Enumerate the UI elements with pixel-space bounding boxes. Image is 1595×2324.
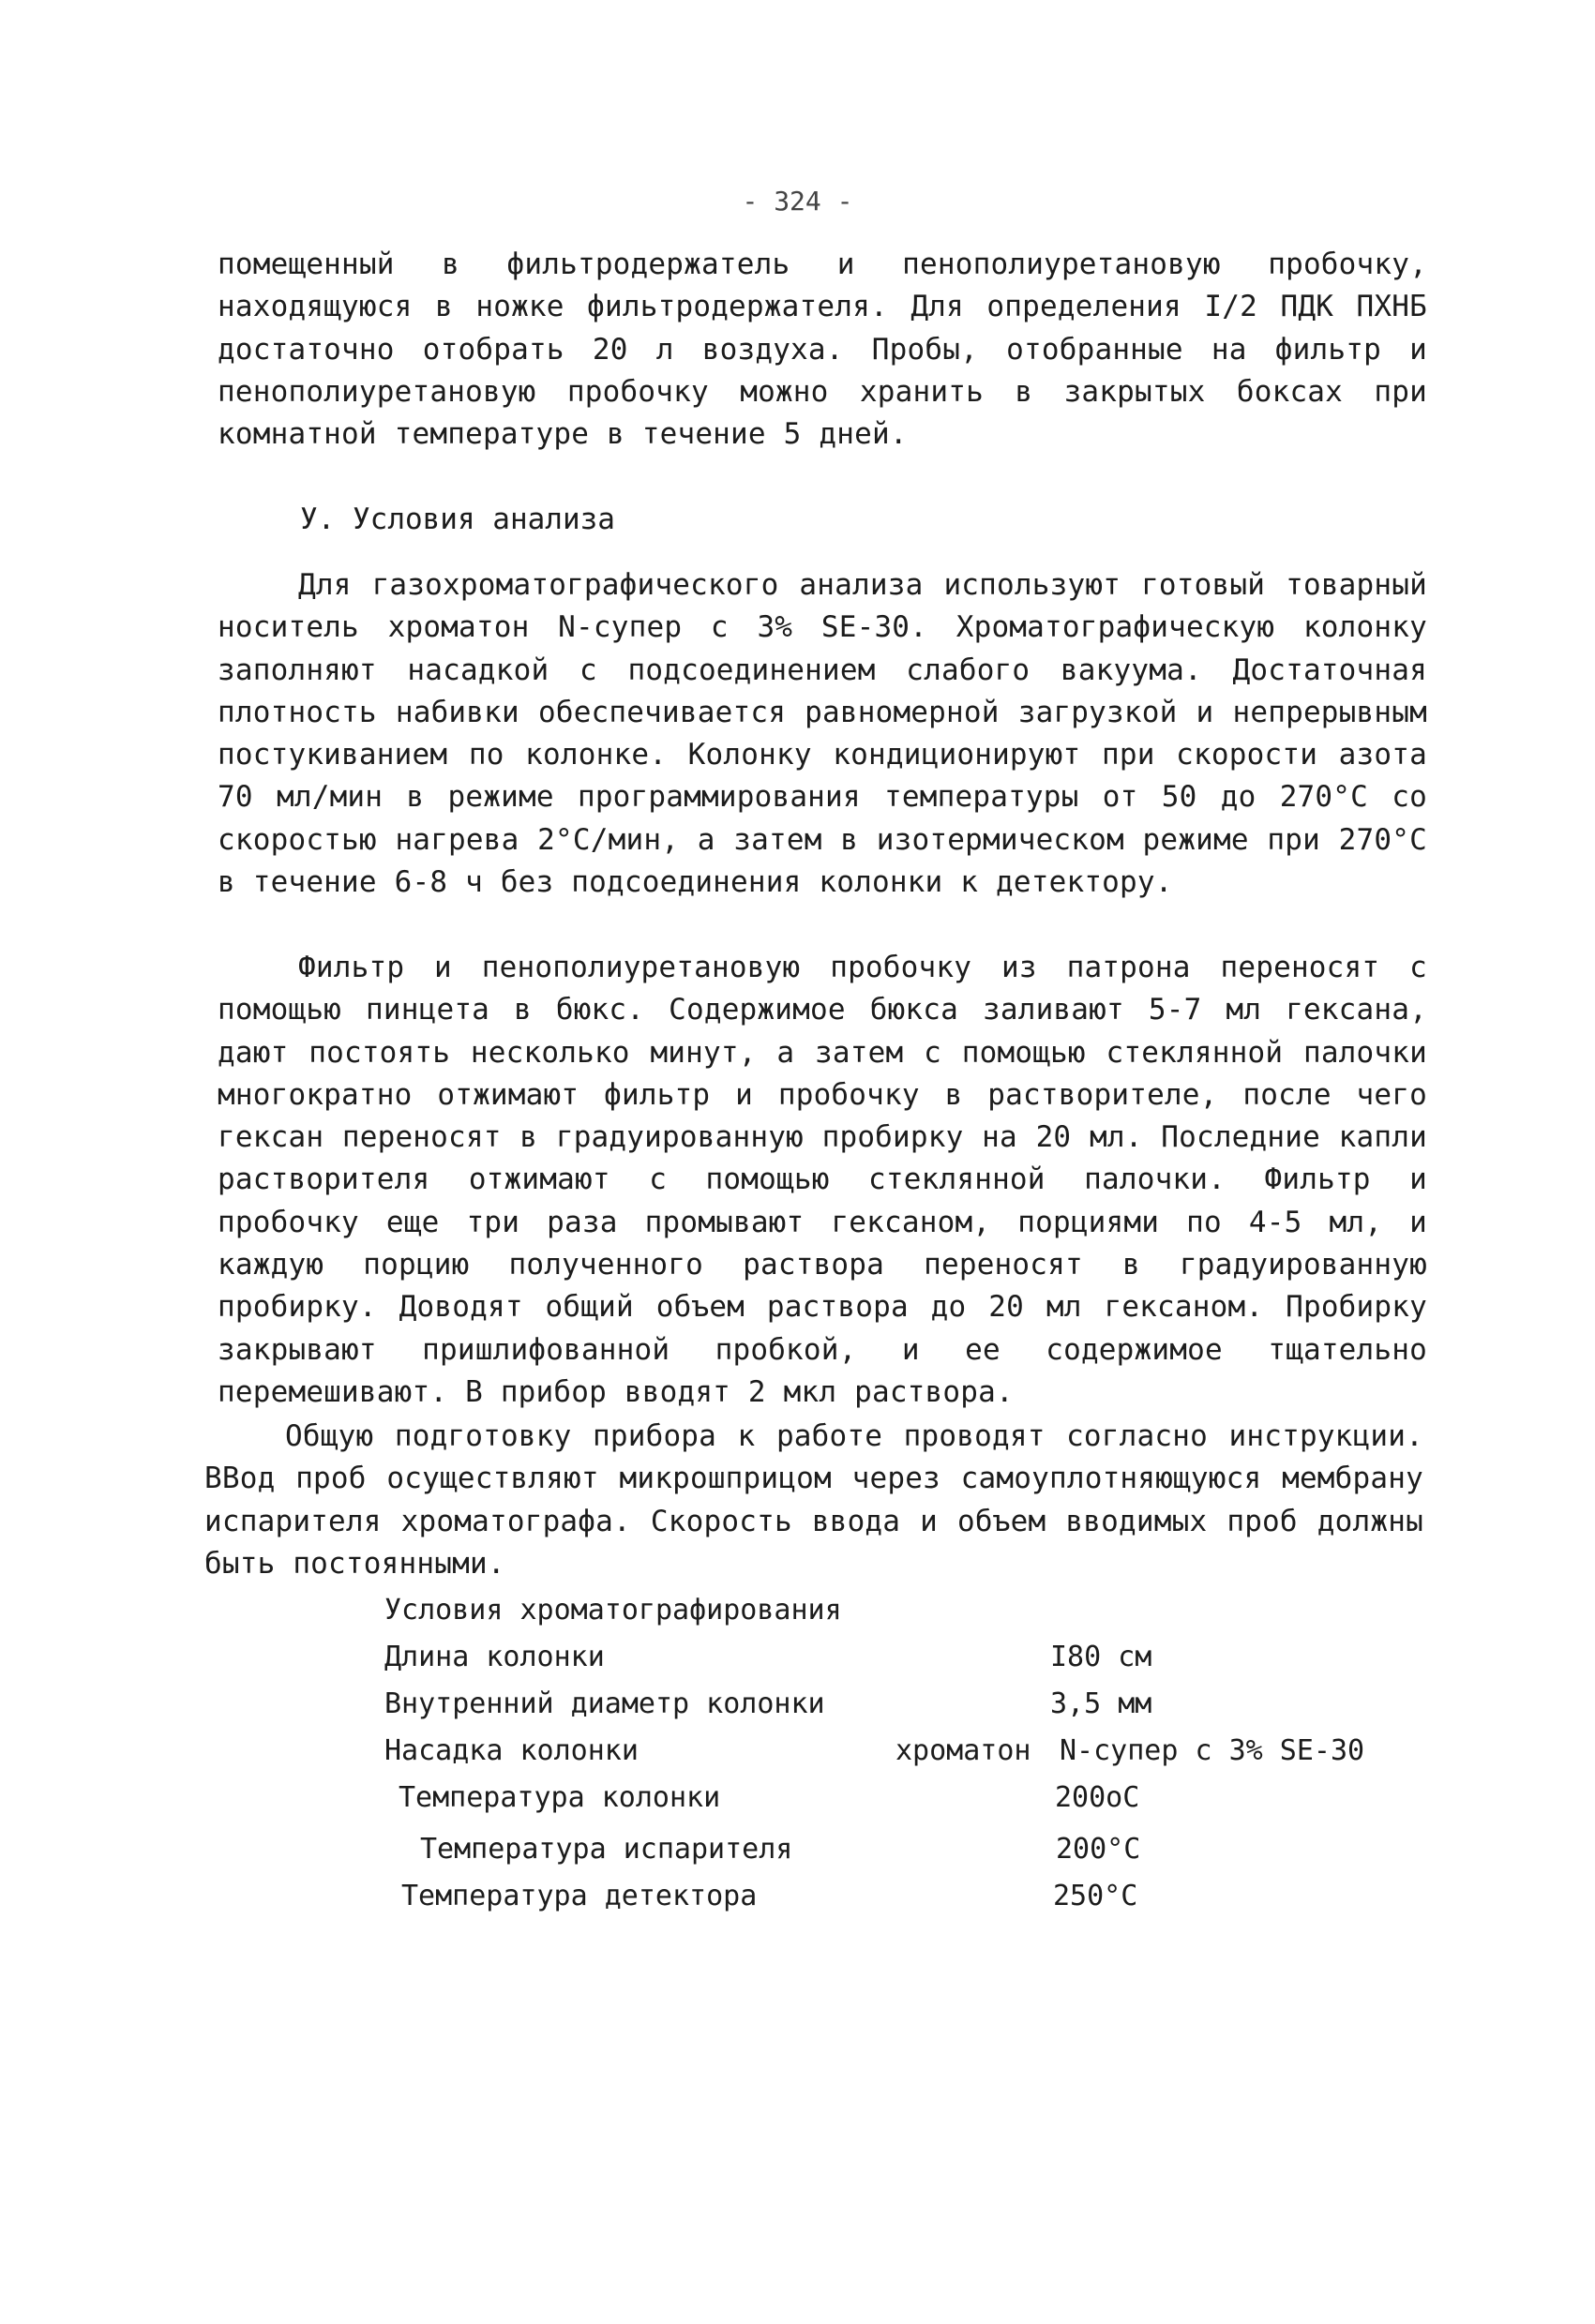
condition-label: Длина колонки [384,1641,605,1673]
condition-value: 3,5 мм [1050,1687,1152,1720]
section-heading: У. Условия анализа [300,502,615,536]
paragraph-instrument-preparation [204,1416,1423,1585]
condition-label: Температура испарителя [420,1833,793,1866]
paragraph-text: Общую подготовку прибора к работе проводят согласно инструкции. ВВод проб осуществляют микрошприцом через самоуплотняющуюся мембрану испарителя хроматографа. Скорость ввода и объем вводимых проб должны быть постоянными. [204,1419,1423,1581]
condition-prefix: хроматон [895,1734,1031,1767]
condition-label: Температура детектора [401,1880,758,1912]
paragraph-sampling-storage [218,244,1427,456]
condition-value: 200°С [1056,1833,1141,1866]
condition-label: Внутренний диаметр колонки [384,1687,825,1720]
paragraph-text: Для газохроматографического анализа используют готовый товарный носитель хроматон N-супер с 3% SE-30. Хроматографическую колонку заполняют насадкой с подсоединением слабого вакуума. Достаточная плотность набивки обеспечивается равномерной загрузкой и непрерывным постукиванием по колонке. Колонку кондиционируют при скорости азота 70 мл/мин в режиме программирования температуры от 50 до 270°С со скоростью нагрева 2°С/мин, а затем в изотермическом режиме при 270°С в течение 6-8 ч без подсоединения колонки к детектору. [218,568,1427,900]
condition-label: Насадка колонки [384,1734,639,1767]
paragraph-column-preparation [218,564,1427,904]
condition-value: 200оС [1055,1781,1140,1814]
paragraph-sample-extraction [218,947,1427,1414]
page-number: - 324 - [742,186,853,217]
condition-label: Температура колонки [399,1781,721,1814]
paragraph-text: помещенный в фильтродержатель и пенополиуретановую пробочку, находящуюся в ножке фильтродержателя. Для определения I/2 ПДК ПХНБ достаточно отобрать 20 л воздуха. Пробы, отобранные на фильтр и пенополиуретановую пробочку можно хранить в закрытых боксах при комнатной температуре в течение 5 дней. [218,247,1427,452]
condition-value: N-супер с 3% SE-30 [1060,1734,1365,1767]
conditions-title: Условия хроматографирования [384,1594,842,1627]
condition-value: I80 см [1050,1641,1152,1673]
paragraph-text: Фильтр и пенополиуретановую пробочку из патрона переносят с помощью пинцета в бюкс. Содержимое бюкса заливают 5-7 мл гексана, дают постоять несколько минут, а затем с помощью стеклянной палочки многократно отжимают фильтр и пробочку в растворителе, после чего гексан переносят в градуированную пробирку на 20 мл. Последние капли растворителя отжимают с помощью стеклянной палочки. Фильтр и пробочку еще три раза промывают гексаном, порциями по 4-5 мл, и каждую порцию полученного раствора переносят в градуированную пробирку. Доводят общий объем раствора до 20 мл гексаном. Пробирку закрывают пришлифованной пробкой, и ее содержимое тщательно перемешивают. В прибор вводят 2 мкл раствора. [218,951,1427,1409]
condition-value: 250°С [1053,1880,1138,1912]
